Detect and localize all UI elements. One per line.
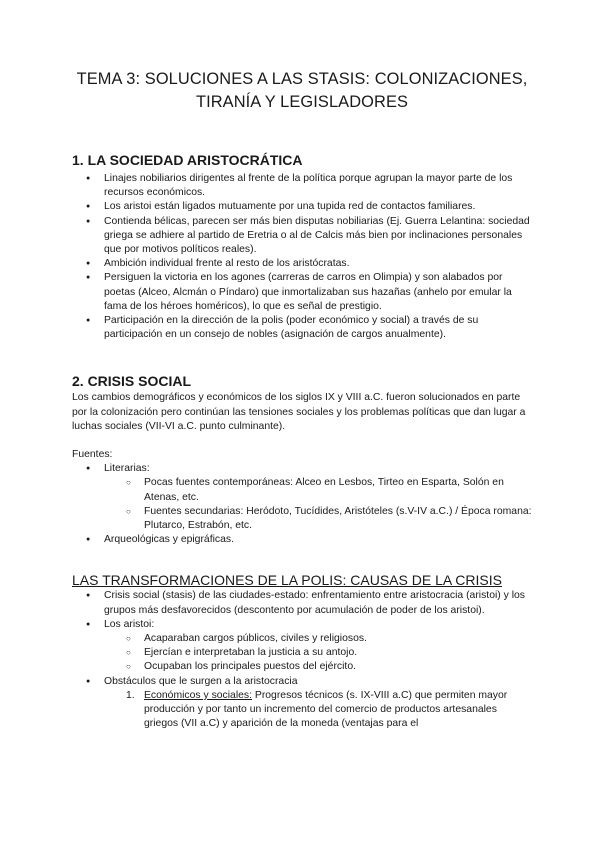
list-item xyxy=(126,689,532,732)
list-item: ● Participación en la dirección de la polis (poder económico y social) a través de su participación en un consejo de nobles (asignación de cargos anualmente). xyxy=(86,314,532,342)
section1-heading: 1. LA SOCIEDAD ARISTOCRÁTICA xyxy=(72,152,303,168)
section2-heading: 2. CRISIS SOCIAL xyxy=(72,373,192,390)
literarias-sublist xyxy=(72,476,532,533)
fuentes-list-2 xyxy=(72,533,532,547)
list-item: ● Linajes nobiliarios dirigentes al frente de la política porque agrupan la mayor parte de los recursos económicos. xyxy=(86,172,532,200)
list-item: ● Los aristoi están ligados mutuamente por una tupida red de contactos familiares. xyxy=(86,200,532,214)
aristoi-sublist xyxy=(72,632,532,675)
list-item: ● Literarias: xyxy=(86,462,532,476)
list-number: 1. xyxy=(126,689,135,701)
list-item: ○ Fuentes secundarias: Heródoto, Tucídides, Aristóteles (s.V-IV a.C.) / Época romana: Plutarco, Estrabón, etc. xyxy=(126,505,532,533)
document-title xyxy=(72,68,532,114)
list-item: ○ Acaparaban cargos públicos, civiles y religiosos. xyxy=(126,632,532,646)
list-item: ● Obstáculos que le surgen a la aristocracia xyxy=(86,675,532,689)
numbered-label: Económicos y sociales: xyxy=(144,689,252,701)
title-line-2: TIRANÍA Y LEGISLADORES xyxy=(195,93,409,111)
fuentes-label: Fuentes: xyxy=(72,449,113,461)
obstaculos-numbered xyxy=(72,689,532,732)
list-item: ○ Ejercían e interpretaban la justicia a su antojo. xyxy=(126,646,532,660)
list-item: ● Ambición individual frente al resto de los aristócratas. xyxy=(86,257,532,271)
list-item: ● Persiguen la victoria en los agones (carreras de carros en Olimpia) y son alabados por poetas (Alceo, Alcmán o Píndaro) que inmortalizaban sus hazañas (anhelo por emular la fama de los héroes homéricos), lo que es señal de prestigio. xyxy=(86,271,532,314)
list-item: ● Arqueológicas y epigráficas. xyxy=(86,533,532,547)
obstaculos-list xyxy=(72,675,532,689)
list-item: ● Los aristoi: xyxy=(86,618,532,632)
list-item: ○ Pocas fuentes contemporáneas: Alceo en Lesbos, Tirteo en Esparta, Solón en Atenas, etc. xyxy=(126,476,532,504)
list-item: ● Contienda bélicas, parecen ser más bien disputas nobiliarias (Ej. Guerra Lelantina: sociedad griega se adhiere al partido de Eretria o al de Calcis más bien por inclinaciones personales que por motivos políticos reales). xyxy=(86,215,532,258)
section3-heading: LAS TRANSFORMACIONES DE LA POLIS: CAUSAS DE LA CRISIS xyxy=(72,572,502,589)
section1-list xyxy=(72,172,532,342)
title-line-1: TEMA 3: SOLUCIONES A LAS STASIS: COLONIZACIONES, xyxy=(76,70,528,88)
list-item: ● Crisis social (stasis) de las ciudades-estado: enfrentamiento entre aristocracia (aristoi) y los grupos más desfavorecidos (descontento por acumulación de poder de los aristoi). xyxy=(86,589,532,617)
section3-list xyxy=(72,589,532,632)
fuentes-list xyxy=(72,462,532,476)
section2-intro: Los cambios demográficos y económicos de los siglos IX y VIII a.C. fueron solucionados en parte por la colonización pero continúan las tensiones sociales y los problemas políticas que dan lugar a luchas sociales (VII-VI a.C. punto culminante). xyxy=(72,392,526,432)
list-item: ○ Ocupaban los principales puestos del ejército. xyxy=(126,660,532,674)
document-page xyxy=(72,68,532,732)
numbered-text: Progresos técnicos (s. IX-VIII a.C) que permiten mayor producción y por tanto un incremento del comercio de productos artesanales griegos (VII a.C) y aparición de la moneda (ventajas para el xyxy=(144,689,508,730)
